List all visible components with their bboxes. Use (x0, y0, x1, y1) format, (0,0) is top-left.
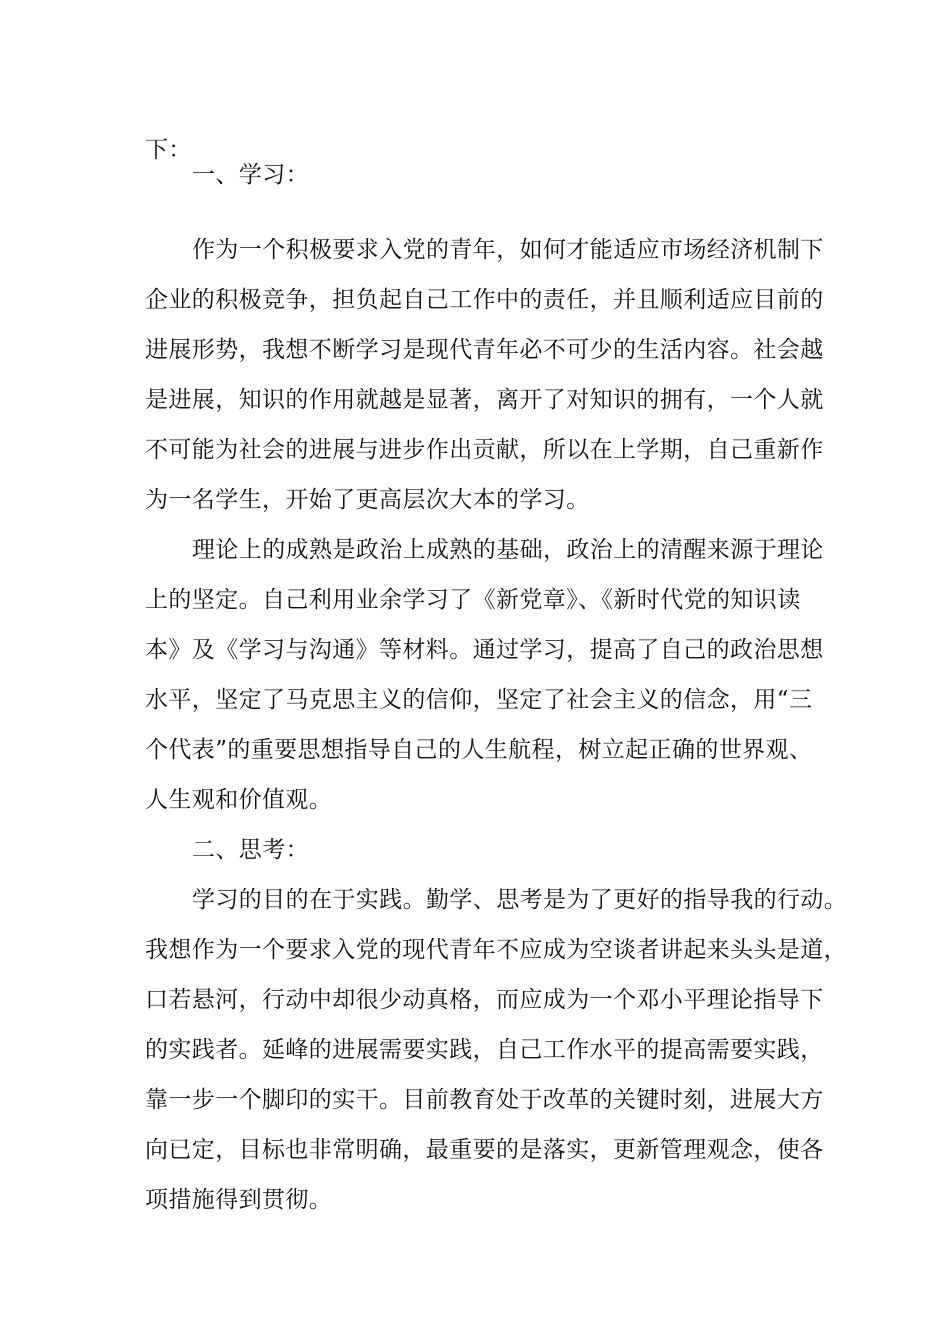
text-line: 我想作为一个要求入党的现代青年不应成为空谈者讲起来头头是道， (145, 937, 847, 963)
text-line: 靠一步一个脚印的实干。目前教育处于改革的关键时刻，进展大方 (145, 1087, 824, 1113)
text-line: 进展形势，我想不断学习是现代青年必不可少的生活内容。社会越 (145, 337, 824, 363)
text-line: 上的坚定。自己利用业余学习了《新党章》、《新时代党的知识读 (145, 587, 801, 613)
text-line: 向已定，目标也非常明确，最重要的是落实，更新管理观念，使各 (145, 1137, 824, 1163)
text-line: 项措施得到贯彻。 (145, 1187, 333, 1213)
text-line: 作为一个积极要求入党的青年，如何才能适应市场经济机制下 (192, 237, 824, 263)
text-line: 下： (145, 137, 192, 163)
text-line: 为一名学生，开始了更高层次大本的学习。 (145, 487, 590, 513)
text-line: 企业的积极竞争，担负起自己工作中的责任，并且顺利适应目前的 (145, 287, 824, 313)
text-line: 水平，坚定了马克思主义的信仰，坚定了社会主义的信念，用“三 (145, 687, 813, 713)
text-line: 不可能为社会的进展与进步作出贡献，所以在上学期，自己重新作 (145, 437, 824, 463)
section-heading: 一、学习： (192, 162, 309, 188)
text-line: 口若悬河，行动中却很少动真格，而应成为一个邓小平理论指导下 (145, 987, 824, 1013)
text-line: 学习的目的在于实践。勤学、思考是为了更好的指导我的行动。 (192, 887, 848, 913)
text-line: 的实践者。延峰的进展需要实践，自己工作水平的提高需要实践， (145, 1037, 824, 1063)
text-line: 本》及《学习与沟通》等材料。通过学习，提高了自己的政治思想 (145, 637, 824, 663)
section-heading: 二、思考： (192, 837, 309, 863)
text-line: 个代表”的重要思想指导自己的人生航程，树立起正确的世界观、 (145, 737, 813, 763)
text-line: 是进展，知识的作用就越是显著，离开了对知识的拥有，一个人就 (145, 387, 824, 413)
text-line: 理论上的成熟是政治上成熟的基础，政治上的清醒来源于理论 (192, 537, 824, 563)
text-line: 人生观和价值观。 (145, 787, 333, 813)
